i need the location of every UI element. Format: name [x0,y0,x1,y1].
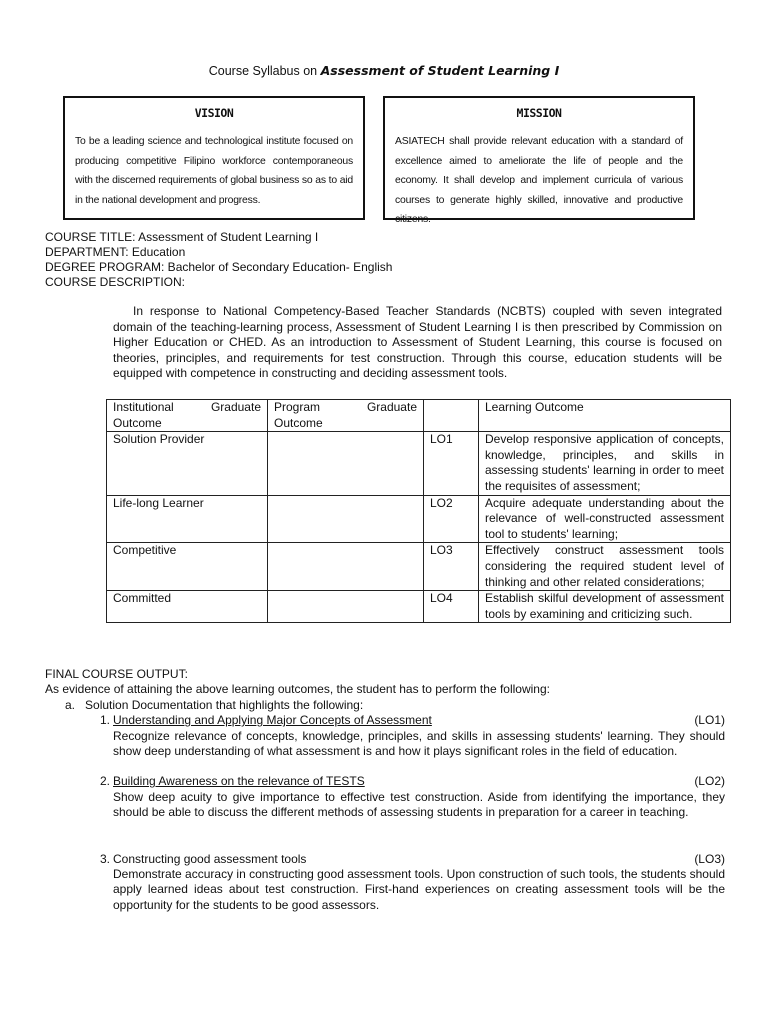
course-meta [45,230,392,290]
vision-box [63,96,365,220]
course-description: In response to National Competency-Based Teacher Standards (NCBTS) coupled with seven integrated domain of the teaching-learning process, Assessment of Student Learning I is then prescribed by Commission on Higher Education or CHED. As an introduction to Assessment of Student Learning, this course is focused on theories, principles, and requirements for test construction. Through this course, education students will be equipped with competence in constructing and deciding assessment tools. [113,304,722,381]
degree-program: DEGREE PROGRAM: Bachelor of Secondary Education- English [45,260,393,274]
item-body: Recognize relevance of concepts, knowledge, principles, and skills in assessing students' learning. They should show deep understanding of what assessment is and how it plays significant roles in the field of education. [113,728,725,759]
table-row [107,432,731,495]
course-title: COURSE TITLE: Assessment of Student Learning I [45,230,319,244]
table-row [107,591,731,623]
item-number: 2. [99,774,110,789]
final-output-intro: As evidence of attaining the above learning outcomes, the student has to perform the following: [45,682,550,697]
final-course-output [45,667,725,913]
learning-outcome: Effectively construct assessment tools considering the required student level of thinking and other related considerations; [479,543,731,591]
learning-outcome: Acquire adequate understanding about the relevance of well-constructed assessment tool to students' learning; [479,495,731,543]
item-title: Constructing good assessment tools [113,851,307,866]
item-body: Demonstrate accuracy in constructing good assessment tools. Upon construction of such tools, the students should apply learned ideas about test construction. First-hand experiences on creating assessment tools will be the opportunity for the students to be good assessors. [113,867,725,912]
output-item [85,852,725,914]
course-name: Assessment of Student Learning I [320,63,560,78]
vision-text: To be a leading science and technological institute focused on producing competitive Filipino workforce contemporaneous with the discerned requirements of global business so as to aid in the national development and progress. [75,136,353,206]
header-program: Program Graduate Outcome [268,400,424,432]
final-output-sub-a: a. Solution Documentation that highlights the following: [65,697,364,712]
page-title [0,63,768,78]
program-outcome [268,591,424,623]
item-code: (LO3) [694,851,725,866]
item-title: Building Awareness on the relevance of TESTS [113,774,365,789]
item-number: 1. [99,713,110,728]
item-code: (LO2) [694,774,725,789]
item-title: Understanding and Applying Major Concepts of Assessment [113,713,432,728]
institutional-outcome: Solution Provider [107,432,268,495]
table-row [107,543,731,591]
institutional-outcome: Competitive [107,543,268,591]
program-outcome [268,495,424,543]
header-learning-outcome: Learning Outcome [479,400,731,432]
institutional-outcome: Life-long Learner [107,495,268,543]
mission-box [383,96,695,225]
lo-code: LO2 [424,495,479,543]
item-number: 3. [99,851,110,866]
table-row [107,495,731,543]
department: DEPARTMENT: Education [45,245,186,259]
final-output-heading: FINAL COURSE OUTPUT: [45,667,188,681]
course-description-label: COURSE DESCRIPTION: [45,275,186,289]
output-item [85,713,725,759]
lo-code: LO4 [424,591,479,623]
header-code [424,400,479,432]
learning-outcome: Develop responsive application of concepts, knowledge, principles, and skills in assessing students' learning in order to meet the requisites of assessment; [479,432,731,495]
learning-outcome: Establish skilful development of assessment tools by examining and criticizing such. [479,591,731,623]
program-outcome [268,432,424,495]
table-header-row [107,400,731,432]
learning-outcomes-table [106,399,731,623]
output-item [85,774,725,820]
lo-code: LO3 [424,543,479,591]
item-code: (LO1) [694,713,725,728]
mission-text: ASIATECH shall provide relevant education with a standard of excellence aimed to ameliorate the life of people and the economy. It shall develop and implement curricula of various courses to generate highly skilled, innovative and productive citizens. [395,136,683,225]
title-prefix: Course Syllabus on [208,64,318,78]
mission-heading: MISSION [516,106,562,120]
institutional-outcome: Committed [107,591,268,623]
vision-heading: VISION [194,106,234,120]
program-outcome [268,543,424,591]
item-body: Show deep acuity to give importance to effective test construction. Aside from identifying the importance, they should be able to discuss the different methods of assessing students in preparation for a career in teaching. [113,789,725,820]
header-institutional: Institutional Graduate Outcome [107,400,268,432]
lo-code: LO1 [424,432,479,495]
